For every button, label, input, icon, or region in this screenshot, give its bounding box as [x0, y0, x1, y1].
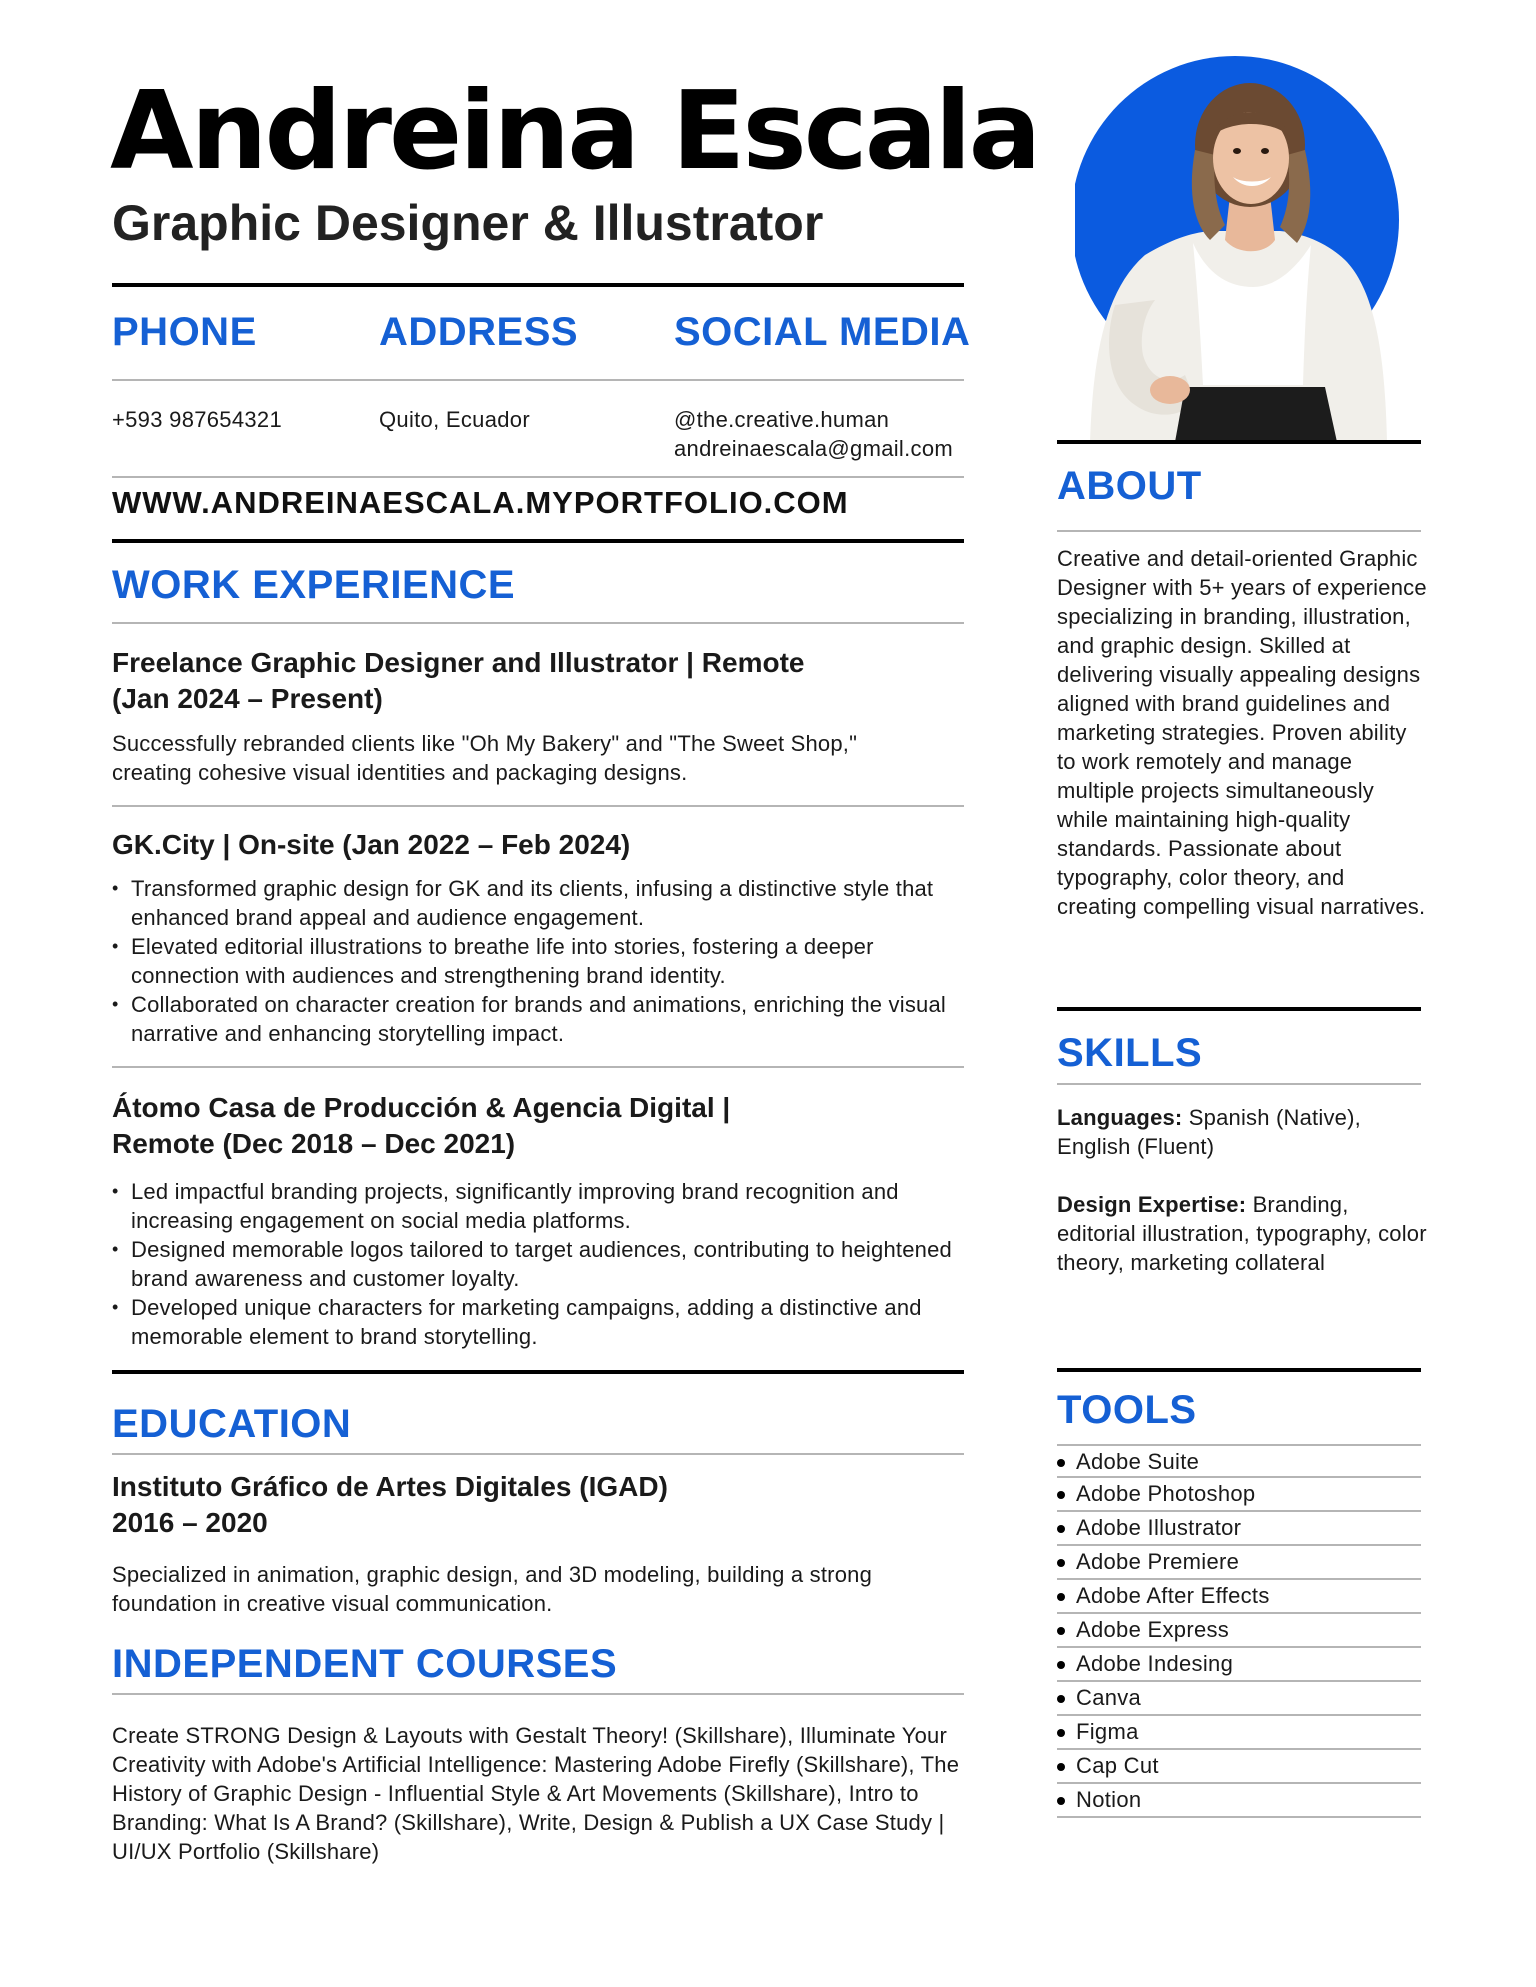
courses-heading-underline: [112, 1693, 964, 1695]
tool-item: Adobe Illustrator: [1057, 1512, 1421, 1546]
tool-item: Adobe Photoshop: [1057, 1478, 1421, 1512]
job-bullets-gkcity: [112, 874, 952, 1048]
job-divider-1: [112, 805, 964, 807]
education-divider-top: [112, 1370, 964, 1374]
profile-photo-graphic: [1075, 55, 1415, 442]
tool-item: Adobe Express: [1057, 1614, 1421, 1648]
tool-item: Canva: [1057, 1682, 1421, 1716]
candidate-title: Graphic Designer & Illustrator: [112, 195, 824, 251]
email-address[interactable]: andreinaescala@gmail.com: [674, 436, 953, 461]
candidate-name: Andreina Escala: [110, 69, 1039, 194]
tools-divider-top: [1057, 1368, 1421, 1372]
phone-heading: PHONE: [112, 310, 257, 354]
social-handle[interactable]: @the.creative.human: [674, 407, 890, 432]
profile-photo: [1075, 55, 1415, 442]
skills-heading: SKILLS: [1057, 1031, 1203, 1075]
phone-value: +593 987654321: [112, 407, 282, 432]
social-heading: SOCIAL MEDIA: [674, 310, 971, 354]
address-heading: ADDRESS: [379, 310, 579, 354]
about-heading: ABOUT: [1057, 464, 1202, 508]
address-value: Quito, Ecuador: [379, 407, 530, 432]
tool-item: Notion: [1057, 1784, 1421, 1818]
education-heading: EDUCATION: [112, 1402, 352, 1446]
work-divider-top: [112, 539, 964, 543]
list-item: • Designed memorable logos tailored to target audiences, contributing to heightened brand awareness and customer loyalty.: [112, 1235, 962, 1293]
about-heading-underline: [1057, 530, 1421, 532]
courses-text: Create STRONG Design & Layouts with Gestalt Theory! (Skillshare), Illuminate Your Creativity with Adobe's Artificial Intelligence: Mastering Adobe Firefly (Skillshare), The History of Graphic Design - Influential Style & Art Movements (Skillshare), Intro to Branding: What Is A Brand? (Skillshare), Write, Design & Publish a UX Case Study | UI/UX Portfolio (Skillshare): [112, 1723, 960, 1864]
bullet-icon: [1057, 1661, 1065, 1669]
about-text: Creative and detail-oriented Graphic Designer with 5+ years of experience specializing in branding, illustration, and graphic design. Skilled at delivering visually appealing designs aligned with brand guidelines and marketing strategies. Proven ability to work remotely and manage multiple projects simultaneously while maintaining high-quality standards. Passionate about typography, color theory, and creating compelling visual narratives.: [1057, 546, 1427, 919]
tools-list: [1057, 1444, 1421, 1818]
tool-item: Adobe Indesing: [1057, 1648, 1421, 1682]
bullet-icon: [1057, 1797, 1065, 1805]
tool-item: Figma: [1057, 1716, 1421, 1750]
work-heading-underline: [112, 622, 964, 624]
education-school: Instituto Gráfico de Artes Digitales (IGAD) 2016 – 2020: [112, 1471, 668, 1538]
skills-languages: [1057, 1103, 1427, 1161]
tool-item: Adobe After Effects: [1057, 1580, 1421, 1614]
social-block: [674, 405, 953, 463]
tool-item: Adobe Premiere: [1057, 1546, 1421, 1580]
tool-item: Cap Cut: [1057, 1750, 1421, 1784]
bullet-icon: [1057, 1627, 1065, 1635]
job-divider-2: [112, 1066, 964, 1068]
bullet-icon: [1057, 1695, 1065, 1703]
list-item: • Developed unique characters for marketing campaigns, adding a distinctive and memorable element to brand storytelling.: [112, 1293, 962, 1351]
list-item: • Transformed graphic design for GK and its clients, infusing a distinctive style that enhanced brand appeal and audience engagement.: [112, 874, 952, 932]
job-title-gkcity: GK.City | On-site (Jan 2022 – Feb 2024): [112, 829, 631, 860]
bullet-icon: [1057, 1525, 1065, 1533]
skills-heading-underline: [1057, 1083, 1421, 1085]
bullet-icon: [1057, 1763, 1065, 1771]
education-heading-underline: [112, 1453, 964, 1455]
skills-divider-top: [1057, 1007, 1421, 1011]
bullet-icon: [1057, 1593, 1065, 1601]
list-item: • Collaborated on character creation for brands and animations, enriching the visual narrative and enhancing storytelling impact.: [112, 990, 952, 1048]
courses-heading: INDEPENDENT COURSES: [112, 1642, 618, 1686]
portfolio-website[interactable]: WWW.ANDREINAESCALA.MYPORTFOLIO.COM: [112, 485, 849, 520]
header-divider: [112, 283, 964, 287]
bullet-icon: [1057, 1729, 1065, 1737]
bullet-icon: [1057, 1491, 1065, 1499]
list-item: • Elevated editorial illustrations to breathe life into stories, fostering a deeper connection with audiences and strengthening brand identity.: [112, 932, 952, 990]
bullet-icon: [1057, 1459, 1065, 1467]
job-title-freelance: Freelance Graphic Designer and Illustrator | Remote (Jan 2024 – Present): [112, 647, 805, 714]
education-description: Specialized in animation, graphic design, and 3D modeling, building a strong foundation in creative visual communication.: [112, 1562, 872, 1616]
job-description-freelance: Successfully rebranded clients like "Oh My Bakery" and "The Sweet Shop," creating cohesive visual identities and packaging designs.: [112, 731, 858, 785]
expertise-value: Branding, editorial illustration, typography, color theory, marketing collateral: [1057, 1192, 1427, 1275]
tool-item: Adobe Suite: [1057, 1444, 1421, 1478]
tools-heading: TOOLS: [1057, 1388, 1197, 1432]
languages-value: Spanish (Native), English (Fluent): [1057, 1105, 1361, 1159]
bullet-icon: [1057, 1559, 1065, 1567]
website-divider: [112, 476, 964, 478]
expertise-label: Design Expertise:: [1057, 1192, 1247, 1217]
job-title-atomo: Átomo Casa de Producción & Agencia Digital | Remote (Dec 2018 – Dec 2021): [112, 1092, 731, 1159]
work-experience-heading: WORK EXPERIENCE: [112, 563, 516, 607]
photo-divider: [1057, 440, 1421, 444]
languages-label: Languages:: [1057, 1105, 1183, 1130]
contact-divider: [112, 379, 964, 381]
skills-expertise: [1057, 1190, 1427, 1277]
list-item: • Led impactful branding projects, significantly improving brand recognition and increasing engagement on social media platforms.: [112, 1177, 962, 1235]
job-bullets-atomo: [112, 1177, 962, 1351]
